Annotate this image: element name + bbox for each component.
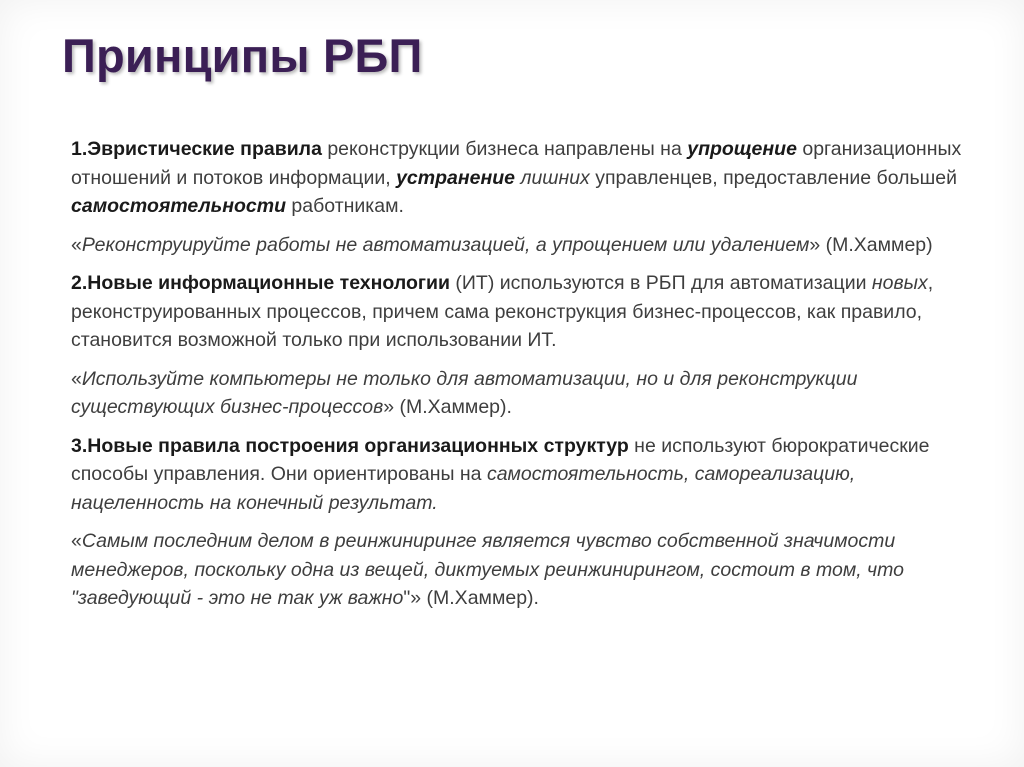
principle-1-text-2: организационных отношений и потоков информации, (71, 138, 962, 189)
principle-2-text-2: , реконструированных процессов, причем сама реконструкция бизнес-процессов, как правило, становится возможной только при использовании ИТ. (71, 272, 934, 351)
principle-3-text-1: не используют бюрократические способы управления. Они ориентированы на (71, 434, 930, 485)
quote-3-text: Самым последним делом в реинжиниринге является чувство собственной значимости менеджеров, поскольку одна из вещей, диктуемых реинжинирингом, состоит в том, что "заведующий - это не так уж важно (71, 530, 904, 609)
principle-2-text-1: (ИТ) используются в РБП для автоматизации (450, 272, 872, 294)
quote-1-attribution: » (М.Хаммер) (809, 233, 933, 256)
slide-title: Принципы РБП (62, 29, 423, 82)
principle-1-emphasis-1: упрощение (687, 138, 797, 160)
quote-1-text: Реконструируйте работы не автоматизацией, а упрощением или удалением (81, 233, 810, 256)
principle-1-emphasis-2: устранение (396, 166, 516, 189)
principle-2-heading: 2.Новые информационные технологии (71, 272, 450, 294)
quote-3-open: « (71, 530, 82, 552)
principle-1-text-4: управленцев, предоставление большей (589, 166, 958, 189)
quote-2-text: Используйте компьютеры не только для автоматизации, но и для реконструкции существующих бизнес-процессов (71, 367, 858, 418)
principle-3-heading: 3.Новые правила построения организационных структур (71, 434, 629, 457)
principle-1-italic-1: лишних (520, 166, 590, 189)
quote-2-open: « (71, 367, 82, 390)
quote-3-attribution: "» (М.Хаммер). (403, 587, 539, 609)
quote-2-attribution: » (М.Хаммер). (383, 396, 512, 418)
principle-3-paragraph (71, 432, 976, 518)
principle-1-paragraph (71, 135, 976, 221)
principle-3-italic-1: самостоятельность, самореализацию, нацеленность на конечный результат. (71, 463, 856, 514)
quote-3-paragraph (71, 527, 976, 613)
slide-body (71, 135, 976, 623)
principle-2-italic-1: новых (871, 272, 928, 294)
quote-2-paragraph (71, 365, 976, 422)
quote-1-open: « (71, 233, 82, 256)
principle-1-text-1: реконструкции бизнеса направлены на (321, 138, 688, 160)
quote-1-paragraph (71, 231, 976, 260)
principle-1-text-5: работникам. (286, 195, 404, 217)
principle-1-heading: 1.Эвристические правила (71, 138, 322, 160)
principle-1-emphasis-3: самостоятельности (71, 195, 287, 217)
principle-2-paragraph (71, 269, 976, 355)
